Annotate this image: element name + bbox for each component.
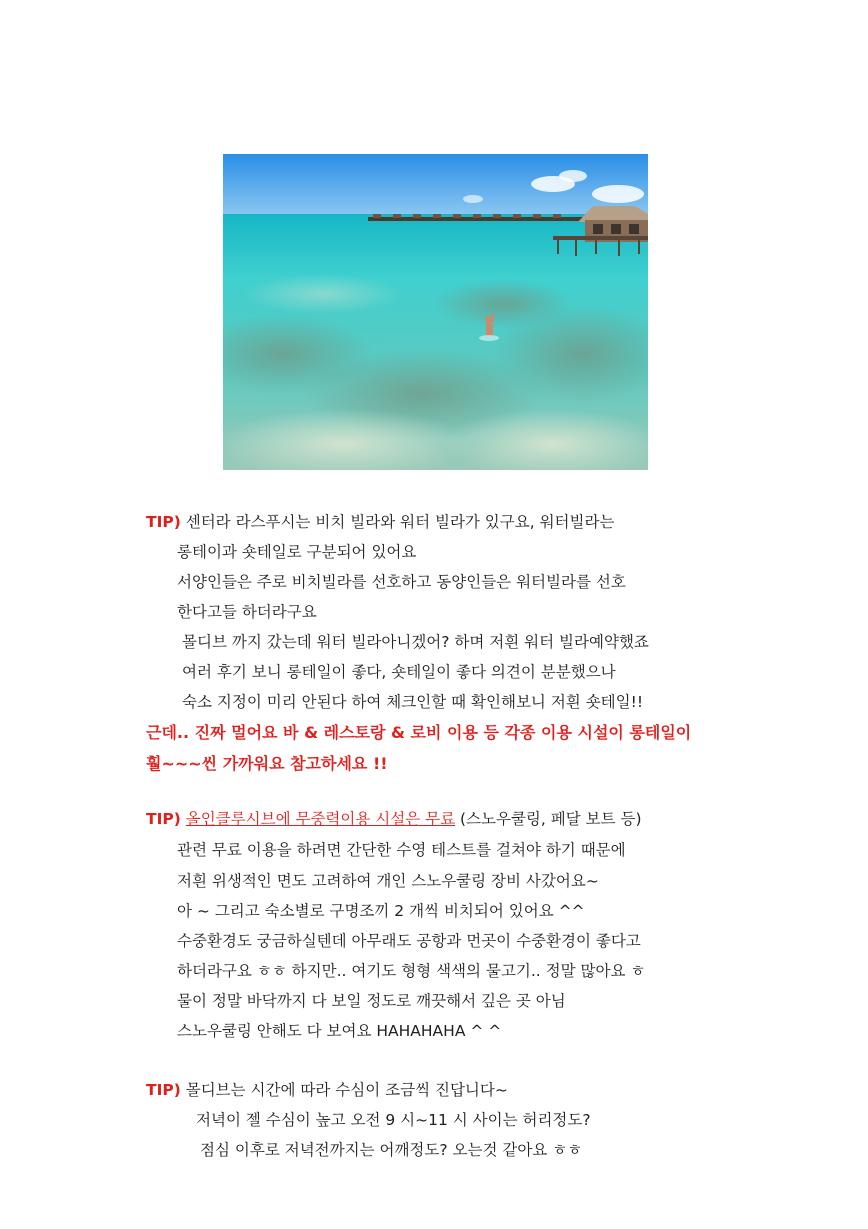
text-line: 롱테이과 숏테일로 구분되어 있어요 bbox=[177, 543, 417, 561]
free-facilities-link: 올인클루시브에 무중력이용 시설은 무료 bbox=[185, 810, 456, 828]
tip-label: TIP) bbox=[146, 513, 181, 531]
highlight-line: 훨~~~씬 가까워요 참고하세요 !! bbox=[146, 754, 388, 773]
text-line: 서양인들은 주로 비치빌라를 선호하고 동양인들은 워터빌라를 선호 bbox=[177, 573, 626, 591]
text-line: 저녁이 젤 수심이 높고 오전 9 시~11 시 사이는 허리정도? bbox=[196, 1111, 591, 1129]
tip3-text: 몰디브는 시간에 따라 수심이 조금씩 진답니다~ bbox=[185, 1081, 508, 1099]
text-line: 점심 이후로 저녁전까지는 어깨정도? 오는것 같아요 ㅎㅎ bbox=[200, 1141, 583, 1159]
text-line: 수중환경도 궁금하실텐데 아무래도 공항과 먼곳이 수중환경이 좋다고 bbox=[177, 932, 641, 950]
text-line: 한다고들 하더라구요 bbox=[177, 603, 317, 621]
text-line: 아 ~ 그리고 숙소별로 구명조끼 2 개씩 비치되어 있어요 ^^ bbox=[177, 902, 585, 920]
tip-label: TIP) bbox=[146, 810, 181, 828]
text-line: 숙소 지정이 미리 안된다 하여 체크인할 때 확인해보니 저흰 숏테일!! bbox=[182, 693, 644, 711]
text-line: 몰디브 까지 갔는데 워터 빌라아니겠어? 하며 저흰 워터 빌라예약했죠 bbox=[182, 633, 649, 651]
tip3-line bbox=[146, 1080, 508, 1100]
tip2-line bbox=[146, 809, 642, 829]
tip1-text: 센터라 라스푸시는 비치 빌라와 워터 빌라가 있구요, 워터빌라는 bbox=[185, 513, 615, 531]
text-line: 물이 정말 바닥까지 다 보일 정도로 깨끗해서 깊은 곳 아님 bbox=[177, 992, 566, 1010]
tip2-text: (스노우쿨링, 페달 보트 등) bbox=[455, 810, 642, 828]
text-line: 저흰 위생적인 면도 고려하여 개인 스노우쿨링 장비 사갔어요~ bbox=[177, 872, 599, 890]
text-line: 관련 무료 이용을 하려면 간단한 수영 테스트를 걸쳐야 하기 때문에 bbox=[177, 841, 626, 859]
tip1-line bbox=[146, 512, 614, 532]
highlight-line: 근데.. 진짜 멀어요 바 & 레스토랑 & 로비 이용 등 각종 이용 시설이 롱테일이 bbox=[146, 723, 692, 742]
text-line: 여러 후기 보니 롱테일이 좋다, 숏테일이 좋다 의견이 분분했으나 bbox=[182, 663, 616, 681]
tip-label: TIP) bbox=[146, 1081, 181, 1099]
text-line: 스노우쿨링 안해도 다 보여요 HAHAHAHA ^ ^ bbox=[177, 1022, 502, 1040]
lagoon-photo bbox=[223, 154, 648, 470]
text-line: 하더라구요 ㅎㅎ 하지만.. 여기도 형형 색색의 물고기.. 정말 많아요 ㅎ bbox=[177, 962, 646, 980]
